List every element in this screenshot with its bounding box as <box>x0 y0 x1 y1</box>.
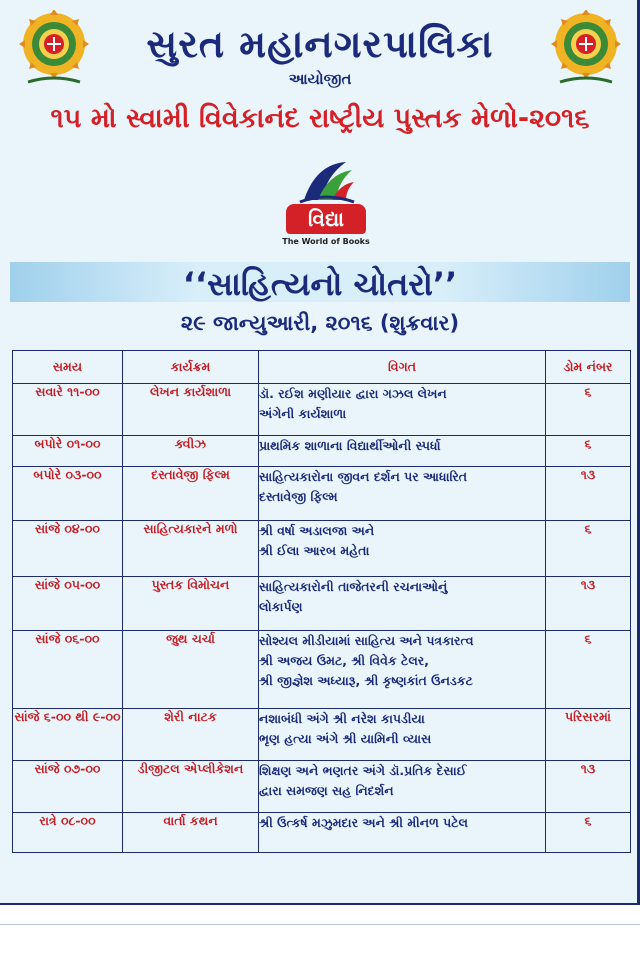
detail-cell <box>259 577 546 631</box>
detail-line: લોકાર્પણ <box>259 599 303 614</box>
header-time: સમય <box>13 351 123 384</box>
table-row <box>13 467 631 521</box>
event-date: ૨૯ જાન્યુઆરી, ૨૦૧૬ (શુક્રવાર) <box>180 311 460 335</box>
program-cell: ડીજીટલ એપ્લીકેશન <box>123 761 259 813</box>
program-cell: દસ્તાવેજી ફિલ્મ <box>123 467 259 521</box>
detail-cell <box>259 521 546 577</box>
program-cell: શેરી નાટક <box>123 709 259 761</box>
dome-cell: ૧૩ <box>546 761 631 813</box>
time-cell: સવારે ૧૧-૦૦ <box>13 384 123 436</box>
detail-line: શ્રી ઈલા આરબ મહેતા <box>259 543 370 558</box>
org-title: સુરત મહાનગરપાલિકા <box>146 22 494 66</box>
dome-cell: ૧૩ <box>546 467 631 521</box>
detail-line: દસ્તાવેજી ફિલ્મ <box>259 489 338 504</box>
detail-line: સાહિત્યકારોના જીવન દર્શન પર આધારિત <box>259 469 468 484</box>
dome-cell: ૬ <box>546 384 631 436</box>
detail-line: ડૉ. રઈશ મણીયાર દ્વારા ગઝલ લેખન <box>259 386 447 401</box>
detail-line: નશાબંધી અંગે શ્રી નરેશ કાપડીયા <box>259 711 425 726</box>
dome-cell: ૬ <box>546 813 631 853</box>
time-cell: બપોરે ૦૧-૦૦ <box>13 436 123 467</box>
table-row <box>13 813 631 853</box>
table-row <box>13 631 631 709</box>
detail-cell <box>259 709 546 761</box>
logo-wordmark: વિદ્યા <box>286 204 366 234</box>
schedule-table <box>12 350 631 853</box>
municipal-emblem-icon <box>550 10 622 90</box>
dome-cell: ૧૩ <box>546 577 631 631</box>
detail-line: શ્રી વર્ષા અડાલજા અને <box>259 523 375 538</box>
dome-cell: ૬ <box>546 631 631 709</box>
detail-line: સોશ્યલ મીડીયામાં સાહિત્ય અને પત્રકારત્વ <box>259 633 474 648</box>
table-header-row <box>13 351 631 384</box>
detail-line: શ્રી અજય ઉમટ, શ્રી વિવેક ટેલર, <box>259 653 429 668</box>
program-cell: લેખન કાર્યશાળા <box>123 384 259 436</box>
detail-line: શિક્ષણ અને ભણતર અંગે ડૉ.પ્રતિક દેસાઈ <box>259 763 467 778</box>
table-row <box>13 384 631 436</box>
book-fair-title: ૧૫ મો સ્વામી વિવેકાનંદ રાષ્ટ્રીય પુસ્તક મેળો-૨૦૧૬ <box>50 103 590 134</box>
time-cell: સાંજે ૦૭-૦૦ <box>13 761 123 813</box>
time-cell: બપોરે ૦૩-૦૦ <box>13 467 123 521</box>
time-cell: સાંજે ૦૬-૦૦ <box>13 631 123 709</box>
logo-tagline: The World of Books <box>282 237 370 246</box>
event-title: ‘‘સાહિત્યનો ચોતરો’’ <box>182 265 458 303</box>
table-row <box>13 521 631 577</box>
time-cell: રાત્રે ૦૮-૦૦ <box>13 813 123 853</box>
book-logo-icon <box>296 156 356 208</box>
header-detail: વિગત <box>259 351 546 384</box>
table-row <box>13 436 631 467</box>
detail-line: શ્રી ઉત્કર્ષ મઝુમદાર અને શ્રી મીનળ પટેલ <box>259 815 469 830</box>
table-row <box>13 577 631 631</box>
detail-cell <box>259 384 546 436</box>
detail-line: અંગેની કાર્યશાળા <box>259 406 347 421</box>
table-row <box>13 761 631 813</box>
detail-cell <box>259 436 546 467</box>
detail-cell <box>259 631 546 709</box>
time-cell: સાંજે ૬-૦૦ થી ૯-૦૦ <box>13 709 123 761</box>
detail-line: સાહિત્યકારોની તાજેતરની રચનાઓનું <box>259 579 448 594</box>
detail-line: દ્વારા સમજણ સહ નિદર્શન <box>259 783 394 798</box>
detail-cell <box>259 761 546 813</box>
detail-cell <box>259 813 546 853</box>
program-cell: વાર્તા કથન <box>123 813 259 853</box>
organized-by-label: આયોજીત <box>288 70 352 88</box>
detail-line: ભૃણ હત્યા અંગે શ્રી યામિની વ્યાસ <box>259 731 432 746</box>
program-cell: જુથ ચર્ચા <box>123 631 259 709</box>
detail-cell <box>259 467 546 521</box>
vidya-logo <box>270 156 380 256</box>
program-cell: ક્વીઝ <box>123 436 259 467</box>
time-cell: સાંજે ૦૪-૦૦ <box>13 521 123 577</box>
header-dome: ડોમ નંબર <box>546 351 631 384</box>
dome-cell: પરિસરમાં <box>546 709 631 761</box>
dome-cell: ૬ <box>546 521 631 577</box>
page-divider <box>0 924 640 925</box>
detail-line: પ્રાથમિક શાળાના વિદ્યાર્થીઓની સ્પર્ધા <box>259 438 441 453</box>
header-program: કાર્યક્રમ <box>123 351 259 384</box>
program-cell: સાહિત્યકારને મળો <box>123 521 259 577</box>
time-cell: સાંજે ૦૫-૦૦ <box>13 577 123 631</box>
detail-line: શ્રી જીજ્ઞેશ અધ્યારૂ, શ્રી કૃષ્ણકાંત ઉનડકટ <box>259 673 473 688</box>
program-cell: પુસ્તક વિમોચન <box>123 577 259 631</box>
dome-cell: ૬ <box>546 436 631 467</box>
table-row <box>13 709 631 761</box>
municipal-emblem-icon <box>18 10 90 90</box>
